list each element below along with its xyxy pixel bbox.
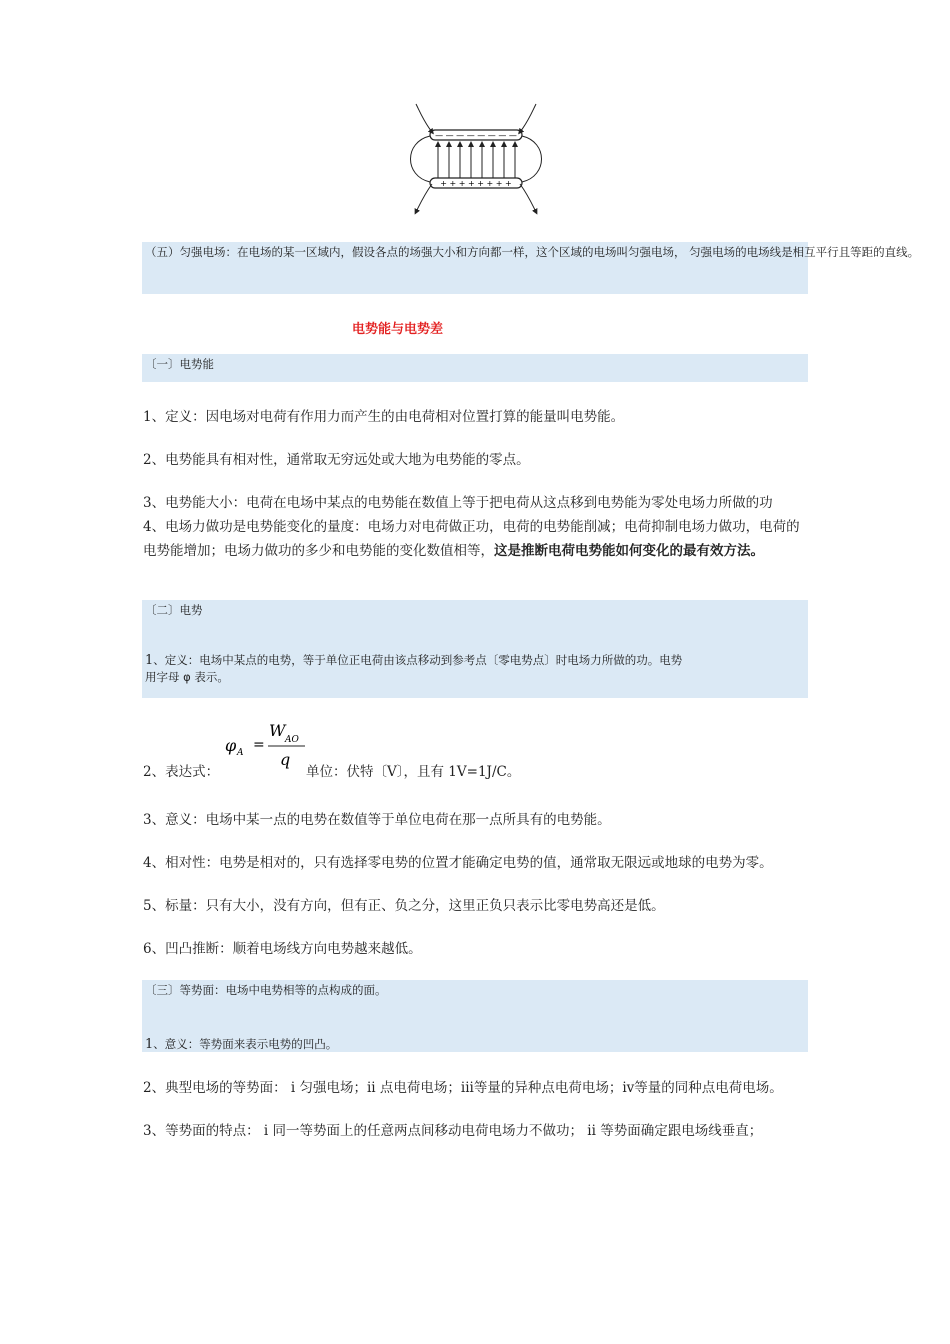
formula-unit: 单位：伏特〔V〕，且有 1V=1J/C。 <box>306 764 521 780</box>
equipotential-box <box>142 980 808 1052</box>
uniform-field-text: （五）匀强电场：在电场的某一区域内，假设各点的场强大小和方向都一样，这个区域的电场叫匀强电场， 匀强电场的电场线是相互平行且等距的直线。 <box>145 245 920 259</box>
equipotential-meaning: 、意义：等势面来表示电势的凹凸。 <box>153 1037 338 1051</box>
paragraph: 3、意义：电场中某一点的电势在数值等于单位电荷在那一点所具有的电势能。 <box>143 812 611 828</box>
formula-equals: = <box>253 737 265 753</box>
paragraph: 5、标量：只有大小，没有方向，但有正、负之分，这里正负只表示比零电势高还是低。 <box>143 898 665 914</box>
paragraph: 3、等势面的特点： i 同一等势面上的任意两点间移动电荷电场力不做功； ii 等势面确定跟电场线垂直； <box>143 1123 763 1139</box>
formula-lhs: φ <box>225 736 237 755</box>
section-title: 电势能与电势差 <box>352 322 444 337</box>
formula-numerator-sub: AO <box>285 735 299 745</box>
meaning-number: 1 <box>145 1037 154 1052</box>
paragraph: 4、相对性：电势是相对的，只有选择零电势的位置才能确定电势的值，通常取无限远或地球的电势为零。 <box>143 855 773 871</box>
paragraph: 3、电势能大小：电荷在电场中某点的电势能在数值上等于把电荷从这点移到电势能为零处电场力所做的功 <box>143 495 773 511</box>
formula-numerator: W <box>269 721 286 740</box>
paragraph: 6、凹凸推断：顺着电场线方向电势越来越低。 <box>143 941 422 957</box>
potential-formula <box>223 720 313 775</box>
formula-label: 2、表达式： <box>143 764 220 780</box>
formula-lhs-sub: A <box>237 748 244 758</box>
uniform-field-box <box>142 242 920 294</box>
potential-definition-line2: 用字母 φ 表示。 <box>145 670 229 684</box>
potential-energy-heading: 〔一〕电势能 <box>145 357 214 371</box>
capacitor-field-figure <box>408 100 548 220</box>
potential-energy-box <box>142 354 808 382</box>
equipotential-heading: 〔三〕等势面：电场中电势相等的点构成的面。 <box>145 983 387 997</box>
capacitor-field-diagram <box>408 100 548 220</box>
paragraph: 2、典型电场的等势面： i 匀强电场；ii 点电荷电场；iii等量的异种点电荷电场；iv等量的同种点电荷电场。 <box>143 1080 783 1096</box>
work-measure-text: 4、电场力做功是电势能变化的量度：电场力对电荷做正功，电荷的电势能削减；电荷抑制电场力做功，电荷的电势能增加；电场力做功的多少和电势能的变化数值相等， <box>143 519 800 559</box>
definition-number: 1 <box>145 653 154 668</box>
paragraph: 1、定义：因电场对电荷有作用力而产生的由电荷相对位置打算的能量叫电势能。 <box>143 409 625 425</box>
negative-plate-sign: — — — — — — — — <box>435 131 517 140</box>
paragraph: 2、电势能具有相对性，通常取无穷远处或大地为电势能的零点。 <box>143 452 530 468</box>
paragraph-work-measure <box>143 515 813 563</box>
potential-box <box>142 600 808 698</box>
potential-definition-line1: 、定义：电场中某点的电势，等于单位正电荷由该点移动到参考点〔零电势点〕时电场力所做的功。电势 <box>153 653 683 667</box>
positive-plate-sign: + + + + + + + + <box>440 179 512 188</box>
potential-heading: 〔二〕电势 <box>145 603 203 617</box>
work-measure-bold: 这是推断电荷电势能如何变化的最有效方法。 <box>494 543 764 559</box>
formula-row <box>143 720 813 780</box>
formula-denominator: q <box>280 750 291 769</box>
